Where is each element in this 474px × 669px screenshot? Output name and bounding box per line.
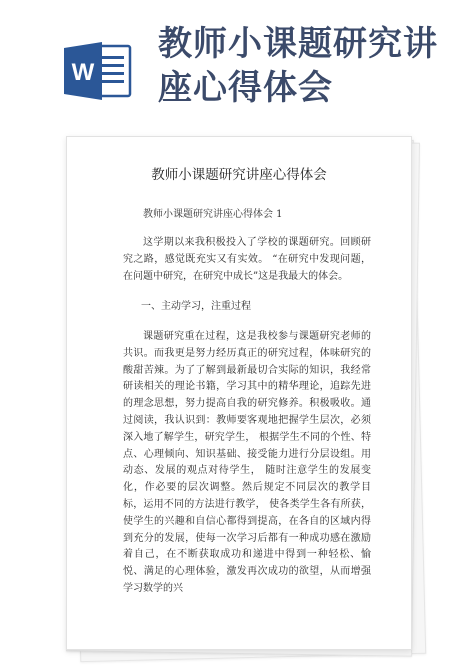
document-preview[interactable] bbox=[66, 136, 422, 656]
document-title: 教师小课题研究讲座心得体会 bbox=[151, 167, 327, 183]
document-page bbox=[66, 136, 412, 650]
document-subtitle: 教师小课题研究讲座心得体会 1 bbox=[143, 209, 283, 220]
paragraph: 课题研究重在过程，这是我校参与课题研究老师的共识。而我更是努力经历真正的研究过程，体味研究的酸甜苦辣。为了了解到最新最切合实际的知识，我经常研读相关的理论书籍，学习其中的精华理论，追踪先进的理念思想，努力提高自我的研究修养。积极吸收。通过阅读，我认识到：教师要客观地把握学生层次，必须深入地了解学生，研究学生， 根据学生不同的个性、特点、心理倾向、知识基础、接受能力进行分层设组。用动态、发展的观点对待学生， 随时注意学生的发展变化，作必要的层次调整。然后规定不同层次的教学目标，运用不同的方法进行教学， 使各类学生各有所获，使学生的兴趣和自信心都得到提高，在各自的区域内得到充分的发展，使每一次学习后都有一种成功感在激励着自己，在不断获取成功和递进中得到一种轻松、愉悦、满足的心理体验，激发再次成功的欲望，从而增强学习数学的兴 bbox=[123, 331, 371, 594]
word-document-icon bbox=[62, 40, 134, 102]
paragraph: 这学期以来我积极投入了学校的课题研究。回顾研究之路，感觉既充实又有实效。 “在研究中发现问题，在问题中研究，在研究中成长”这是我最大的体会。 bbox=[123, 237, 371, 282]
word-icon-letter: W bbox=[71, 59, 95, 86]
section-heading: 一、主动学习，注重过程 bbox=[141, 301, 251, 312]
page-header bbox=[0, 0, 474, 130]
page-title: 教师小课题研究讲座心得体会 bbox=[158, 24, 438, 108]
